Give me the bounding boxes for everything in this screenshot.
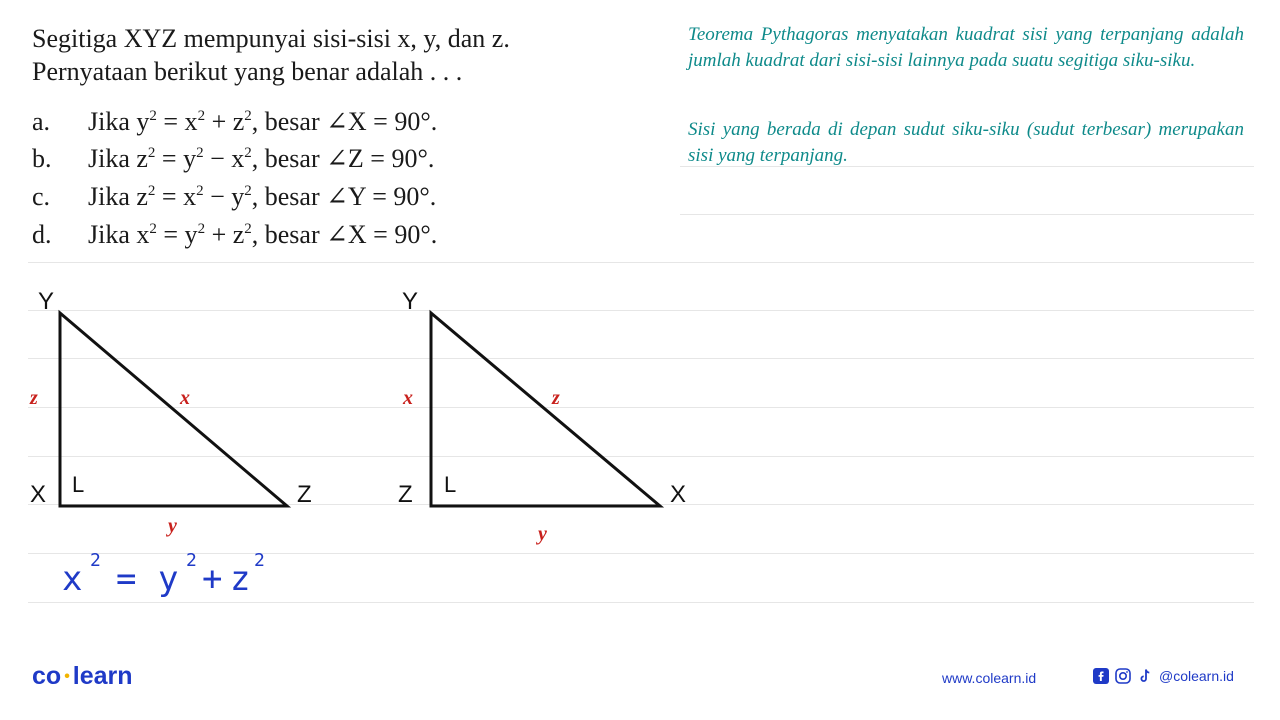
handwritten-equation — [62, 550, 265, 599]
vertex-label: X — [30, 481, 47, 508]
side-label: y — [538, 523, 547, 545]
vertex-label: X — [670, 481, 687, 508]
facebook-icon[interactable] — [1093, 668, 1109, 684]
note-pythagoras: Teorema Pythagoras menyatakan kuadrat sisi yang terpanjang adalah jumlah kuadrat dari sisi-sisi lainnya pada suatu segitiga siku-siku. — [688, 24, 1244, 71]
vertex-label: Y — [402, 288, 419, 315]
hw-plus: + — [202, 559, 223, 599]
option-letter: d. — [32, 220, 52, 249]
option-c: c. Jika $z^2 = x^2 - y^2$, besar ∠Y = 90°. — [32, 182, 437, 211]
tiktok-icon[interactable] — [1137, 668, 1153, 684]
hw-exp: 2 — [186, 550, 197, 571]
triangle-2 — [398, 288, 686, 545]
instagram-icon[interactable] — [1115, 668, 1131, 684]
right-angle-mark: L — [444, 472, 457, 497]
hw-exp: 2 — [254, 550, 265, 571]
option-d: d. Jika $x^2 = y^2 + z^2$, besar ∠X = 90°. — [32, 220, 438, 249]
social-handle[interactable]: @colearn.id — [1159, 668, 1234, 684]
hw-x: x — [62, 559, 83, 599]
hw-y: y — [158, 559, 179, 599]
question-line-1: Segitiga XYZ mempunyai sisi-sisi x, y, dan z. — [32, 24, 510, 53]
social-links — [1093, 668, 1234, 684]
option-letter: a. — [32, 107, 51, 136]
vertex-label: Z — [297, 481, 312, 508]
vertex-label: Y — [38, 288, 55, 315]
option-b: b. Jika $z^2 = y^2 - x^2$, besar ∠Z = 90°. — [32, 144, 435, 173]
side-label: z — [552, 387, 560, 409]
colearn-logo[interactable]: co • learn — [32, 662, 133, 690]
hw-z: z — [230, 559, 251, 599]
option-letter: c. — [32, 182, 51, 211]
vertex-label: Z — [398, 481, 413, 508]
option-a: a. Jika $y^2 = x^2 + z^2$, besar ∠X = 90°. — [32, 107, 438, 136]
hw-exp: 2 — [90, 550, 101, 571]
side-label: x — [403, 387, 413, 409]
side-label: y — [168, 515, 177, 537]
side-label: z — [30, 387, 38, 409]
triangle-1 — [29, 288, 312, 537]
hw-equals: = — [116, 559, 137, 599]
triangle-2-shape — [431, 313, 660, 506]
triangle-1-shape — [60, 313, 287, 506]
right-angle-mark: L — [72, 472, 85, 497]
question-line-2: Pernyataan berikut yang benar adalah . . . — [32, 57, 463, 86]
website-link[interactable]: www.colearn.id — [942, 670, 1037, 686]
note-longest-side: Sisi yang berada di depan sudut siku-siku (sudut terbesar) merupakan sisi yang terpanjang. — [688, 119, 1244, 166]
option-letter: b. — [32, 144, 52, 173]
side-label: x — [180, 387, 190, 409]
